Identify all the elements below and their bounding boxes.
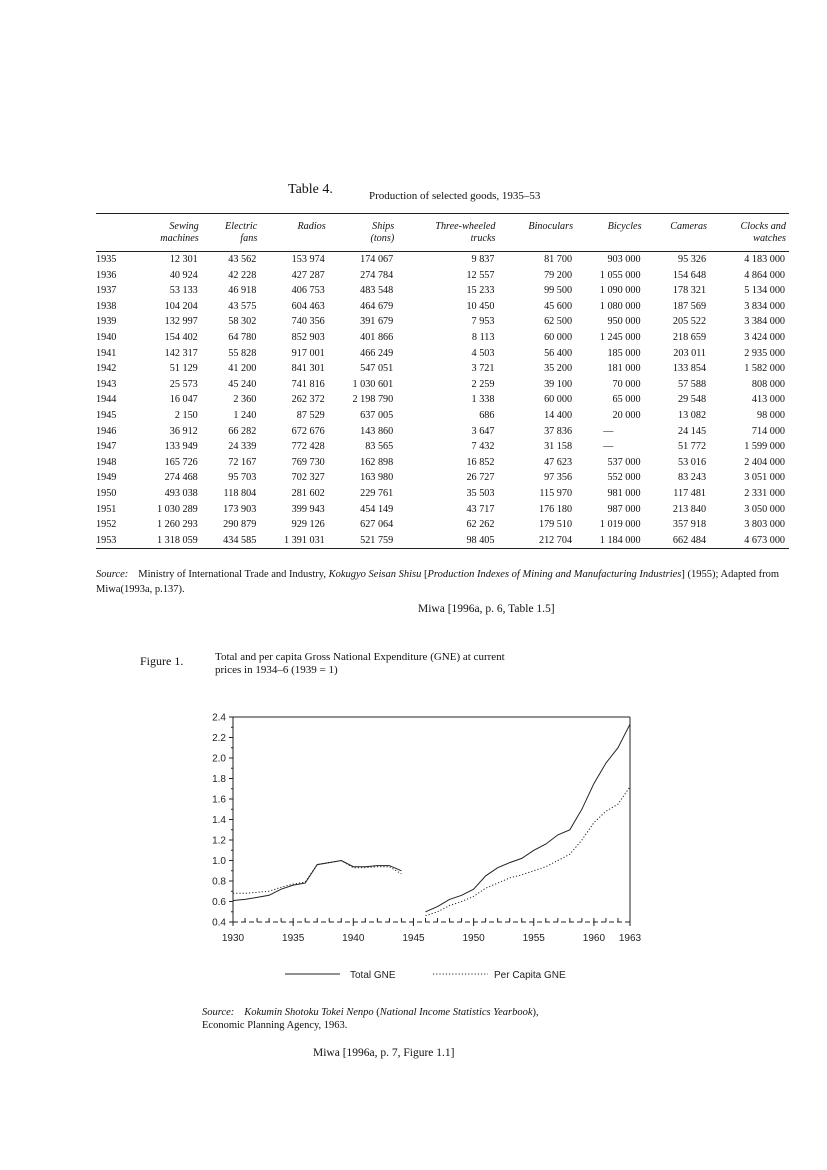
table-cell: 55 828: [228, 347, 257, 359]
figure-caption-line1: Total and per capita Gross National Expenditure (GNE) at current: [215, 651, 505, 663]
y-tick-label: 0.6: [212, 897, 226, 908]
row-year: 1947: [96, 441, 117, 453]
column-header: [260, 214, 328, 252]
table-cell: 2 360: [233, 394, 257, 406]
table-cell: 740 356: [291, 316, 325, 328]
table-cell: 229 761: [360, 487, 394, 499]
row-year: 1938: [96, 300, 117, 312]
table-cell: 702 327: [291, 472, 325, 484]
table-row: [96, 283, 789, 299]
table-cell: 4 183 000: [744, 254, 785, 265]
table-cell: 537 000: [607, 456, 641, 468]
table-cell: 3 647: [471, 425, 495, 437]
table-cell: 4 864 000: [744, 269, 785, 281]
table-cell: 2 404 000: [744, 456, 785, 468]
table-cell: 98 000: [756, 409, 785, 421]
table-cell: 39 100: [544, 378, 573, 390]
table-cell: 163 980: [360, 472, 394, 484]
legend-percapita-label: Per Capita GNE: [494, 970, 566, 981]
table-cell: 51 772: [678, 441, 707, 453]
table-cell: 16 047: [169, 394, 198, 406]
table-cell: 929 126: [291, 519, 325, 531]
table-cell: 1 318 059: [133, 533, 201, 549]
table-cell: 47 623: [544, 456, 573, 468]
table-cell: 142 317: [164, 347, 198, 359]
table-cell: 7 953: [471, 316, 495, 328]
table-cell: 1 260 293: [157, 519, 198, 531]
table-cell: 118 804: [223, 487, 257, 499]
table-cell: 174 067: [360, 254, 394, 265]
table-cell: 2 259: [471, 378, 495, 390]
table-cell: 987 000: [607, 503, 641, 515]
table-cell: 24 339: [228, 441, 257, 453]
row-year: 1946: [96, 425, 117, 437]
table-cell: 391 679: [360, 316, 394, 328]
table-cell: 808 000: [751, 378, 785, 390]
table-row: [96, 533, 789, 549]
table-cell: 212 704: [498, 533, 576, 549]
table-row: [96, 268, 789, 284]
table-source-end: ] (1955); Adapted from Miwa(1993a, p.137).: [96, 569, 780, 595]
table-cell: 1 184 000: [576, 533, 644, 549]
table-cell: 97 356: [544, 472, 573, 484]
series-line-total-gne: [233, 861, 401, 901]
table-cell: 401 866: [360, 331, 394, 343]
header-year: [96, 214, 133, 252]
table-cell: 25 573: [169, 378, 198, 390]
table-cell: 53 016: [678, 456, 707, 468]
x-tick-label: 1955: [522, 933, 545, 944]
table-cell: 203 011: [673, 347, 707, 359]
table-row: [96, 502, 789, 518]
column-header: [397, 214, 498, 252]
table-cell: 662 484: [645, 533, 710, 549]
y-tick-label: 2.0: [212, 753, 226, 765]
table-cell: 143 860: [360, 425, 394, 437]
table-cell: 15 233: [466, 285, 495, 297]
table-cell: 1 030 289: [157, 503, 198, 515]
table-cell: 72 167: [228, 456, 257, 468]
table-cell: 12 301: [169, 254, 198, 265]
table-cell: 357 918: [672, 519, 707, 531]
y-tick-label: 0.8: [212, 876, 226, 888]
gne-line-chart: [190, 705, 660, 990]
table-cell: 45 600: [544, 300, 573, 312]
table-cell: 3 803 000: [744, 519, 785, 531]
table-cell: 262 372: [291, 394, 325, 406]
y-tick-label: 2.2: [212, 733, 226, 744]
table-cell: 64 780: [228, 331, 257, 343]
table-cell: 1 391 031: [260, 533, 328, 549]
row-year: 1943: [96, 378, 117, 390]
table-cell: 12 557: [466, 269, 495, 281]
table-cell: 79 200: [544, 269, 573, 281]
row-year: 1940: [96, 331, 117, 343]
y-tick-label: 1.6: [212, 794, 226, 806]
table-cell: 57 588: [678, 378, 707, 390]
table-cell: 81 700: [544, 254, 573, 265]
column-header-line2: trucks: [470, 233, 496, 244]
table-source-translation: Production Indexes of Mining and Manufacturing Industries: [427, 569, 682, 580]
table-cell: 154 648: [672, 269, 707, 281]
table-row: [96, 455, 789, 471]
table-cell: 95 703: [228, 472, 257, 484]
table-cell: 24 145: [678, 425, 707, 437]
column-header-line1: Cameras: [670, 221, 708, 232]
table-cell: 464 679: [360, 300, 394, 312]
table-cell: 1 338: [471, 394, 495, 406]
table-row: [96, 439, 789, 455]
table-cell: 56 400: [544, 347, 573, 359]
table-cell: 66 282: [228, 425, 257, 437]
table-cell: 153 974: [291, 254, 325, 265]
figure-source-translation: National Income Statistics Yearbook: [379, 1007, 533, 1018]
row-year: 1951: [96, 503, 117, 515]
row-year: 1944: [96, 394, 117, 406]
table-cell: 274 468: [164, 472, 198, 484]
table-cell: 637 005: [360, 409, 394, 421]
table-cell: 99 500: [544, 285, 573, 297]
table-cell: 178 321: [672, 285, 707, 297]
table-cell: 917 001: [291, 347, 325, 359]
column-header-line2: (tons): [370, 233, 395, 244]
column-header: [202, 214, 261, 252]
table-cell: 290 879: [223, 519, 257, 531]
column-header-line2: machines: [160, 233, 199, 244]
series-line-total-gne: [426, 724, 631, 912]
production-table: [96, 213, 789, 549]
column-header: [498, 214, 576, 252]
table-source-text: Ministry of International Trade and Industry,: [138, 569, 329, 580]
table-cell: 181 000: [607, 363, 641, 375]
row-year: 1942: [96, 363, 117, 375]
table-cell: 98 405: [397, 533, 498, 549]
column-header-line1: Ships: [372, 221, 395, 232]
table-cell: 1 019 000: [599, 519, 641, 531]
table-cell: 83 243: [678, 472, 707, 484]
table-cell: 274 784: [360, 269, 394, 281]
row-year: 1941: [96, 347, 117, 359]
figure-source-note: [202, 1006, 652, 1032]
row-year: 1949: [96, 472, 117, 484]
table-cell: 58 302: [228, 316, 257, 328]
table-cell: 1 599 000: [744, 441, 785, 453]
y-tick-label: 1.2: [212, 835, 226, 847]
y-tick-label: 1.0: [212, 856, 226, 867]
table-row: [96, 314, 789, 330]
table-cell: 37 836: [544, 425, 573, 437]
table-cell: 841 301: [291, 363, 325, 375]
figure-source-label: Source:: [202, 1007, 235, 1018]
column-header-line2: fans: [240, 233, 258, 244]
figure-source-title: Kokumin Shotoku Tokei Nenpo: [244, 1007, 374, 1018]
table-cell: 2 150: [174, 409, 198, 421]
x-tick-label: 1945: [402, 933, 425, 944]
table-cell: 714 000: [751, 425, 785, 437]
table-cell: 8 113: [471, 331, 495, 343]
row-year: 1953: [96, 533, 133, 549]
figure-label: Figure 1.: [140, 654, 184, 668]
table-row: [96, 470, 789, 486]
table-cell: 46 918: [228, 285, 257, 297]
table-cell: 35 503: [466, 487, 495, 499]
column-header: [133, 214, 201, 252]
table-cell: 1 080 000: [599, 300, 641, 312]
table-cell: 547 051: [360, 363, 394, 375]
table-subtitle: Production of selected goods, 1935–53: [369, 190, 541, 202]
column-header-line1: Electric: [225, 221, 258, 232]
column-header-line1: Three-wheeled: [435, 221, 496, 232]
x-tick-label: 1960: [582, 933, 606, 944]
table-cell: 42 228: [228, 269, 257, 281]
table-cell: 483 548: [360, 285, 394, 297]
row-year: 1935: [96, 254, 117, 265]
table-cell: —: [603, 425, 614, 437]
table-cell: 13 082: [678, 409, 707, 421]
table-cell: 741 816: [291, 378, 325, 390]
table-cell: 43 575: [228, 300, 257, 312]
table-cell: 1 582 000: [744, 363, 785, 375]
table-cell: 1 245 000: [599, 331, 641, 343]
table-cell: 672 676: [291, 425, 325, 437]
table-source-note: [96, 567, 790, 597]
table-row: [96, 330, 789, 346]
table-cell: 981 000: [607, 487, 641, 499]
table-cell: 406 753: [291, 285, 325, 297]
figure-source-publisher: Economic Planning Agency, 1963.: [202, 1020, 348, 1031]
table-cell: 176 180: [538, 503, 573, 515]
column-header: [645, 214, 710, 252]
table-cell: 3 051 000: [744, 472, 785, 484]
table-cell: 20 000: [612, 409, 641, 421]
y-tick-label: 1.8: [212, 774, 226, 785]
table-cell: 117 481: [673, 487, 707, 499]
production-table-header: [96, 214, 789, 252]
row-year: 1948: [96, 456, 117, 468]
table-cell: 950 000: [607, 316, 641, 328]
table-cell: 1 030 601: [352, 378, 394, 390]
table-cell: 5 134 000: [744, 285, 785, 297]
table-citation: Miwa [1996a, p. 6, Table 1.5]: [418, 603, 555, 615]
column-header-line1: Bicycles: [607, 221, 642, 232]
table-cell: 26 727: [466, 472, 495, 484]
table-cell: 162 898: [360, 456, 394, 468]
column-header: [329, 214, 397, 252]
table-row: [96, 346, 789, 362]
table-cell: 434 585: [202, 533, 261, 549]
column-header: [710, 214, 789, 252]
table-cell: 70 000: [612, 378, 641, 390]
table-cell: 115 970: [539, 487, 573, 499]
table-cell: 53 133: [169, 285, 198, 297]
table-row: [96, 299, 789, 315]
column-header-line1: Clocks and: [740, 221, 786, 232]
table-cell: 36 912: [169, 425, 198, 437]
x-tick-label: 1963: [618, 933, 642, 944]
table-cell: 132 997: [164, 316, 198, 328]
table-cell: 213 840: [672, 503, 707, 515]
table-cell: 187 569: [672, 300, 707, 312]
table-row: [96, 361, 789, 377]
table-cell: 2 198 790: [352, 394, 394, 406]
table-cell: 604 463: [291, 300, 325, 312]
table-cell: 9 837: [471, 254, 495, 265]
table-cell: 65 000: [612, 394, 641, 406]
table-cell: 62 500: [544, 316, 573, 328]
table-row: [96, 252, 789, 268]
table-cell: 3 384 000: [744, 316, 785, 328]
column-header-line1: Sewing: [169, 221, 199, 232]
table-cell: 1 240: [233, 409, 257, 421]
table-cell: 686: [479, 409, 495, 421]
table-cell: 51 129: [169, 363, 198, 375]
table-cell: 493 038: [164, 487, 198, 499]
table-row: [96, 377, 789, 393]
figure-source-paren-close: ),: [532, 1007, 539, 1018]
table-cell: 104 204: [164, 300, 198, 312]
table-cell: 154 402: [164, 331, 198, 343]
table-cell: 903 000: [607, 254, 641, 265]
table-cell: 454 149: [360, 503, 394, 515]
figure-citation: Miwa [1996a, p. 7, Figure 1.1]: [313, 1047, 455, 1059]
table-row: [96, 408, 789, 424]
table-cell: 60 000: [544, 394, 573, 406]
row-year: 1939: [96, 316, 117, 328]
table-cell: 14 400: [544, 409, 573, 421]
table-cell: 427 287: [291, 269, 325, 281]
table-cell: 7 432: [471, 441, 495, 453]
table-cell: 95 326: [678, 254, 707, 265]
column-header-line2: watches: [753, 233, 786, 244]
table-cell: 399 943: [291, 503, 325, 515]
row-year: 1937: [96, 285, 117, 297]
column-header-line1: Binoculars: [528, 221, 574, 232]
table-cell: 165 726: [164, 456, 198, 468]
figure-source-paren-open: (: [373, 1007, 380, 1018]
y-tick-label: 2.4: [212, 712, 226, 724]
table-source-title: Kokugyo Seisan Shisu: [328, 569, 422, 580]
table-cell: 179 510: [538, 519, 573, 531]
table-cell: 83 565: [365, 441, 394, 453]
table-cell: 40 924: [169, 269, 198, 281]
table-cell: 62 262: [466, 519, 495, 531]
figure-caption-line2: prices in 1934–6 (1939 = 1): [215, 664, 338, 676]
column-header-line1: Radios: [297, 221, 326, 232]
table-cell: 31 158: [544, 441, 573, 453]
table-cell: 852 903: [291, 331, 325, 343]
table-cell: 133 854: [672, 363, 707, 375]
table-cell: 173 903: [223, 503, 257, 515]
x-tick-label: 1930: [221, 933, 245, 944]
y-tick-label: 1.4: [212, 815, 226, 826]
legend-total-label: Total GNE: [350, 970, 396, 981]
table-cell: 35 200: [544, 363, 573, 375]
table-cell: 43 562: [228, 254, 257, 265]
table-source-label: Source:: [96, 569, 129, 580]
table-cell: 4 503: [471, 347, 495, 359]
production-table-body: [96, 252, 789, 549]
table-cell: 521 759: [329, 533, 397, 549]
table-title: Table 4.: [288, 182, 333, 197]
table-cell: 16 852: [466, 456, 495, 468]
table-row: [96, 486, 789, 502]
table-cell: 41 200: [228, 363, 257, 375]
table-cell: 60 000: [544, 331, 573, 343]
table-cell: 1 055 000: [599, 269, 641, 281]
table-cell: 466 249: [360, 347, 394, 359]
table-cell: 3 721: [471, 363, 495, 375]
y-tick-label: 0.4: [212, 917, 226, 929]
table-row: [96, 424, 789, 440]
table-cell: 29 548: [678, 394, 707, 406]
row-year: 1945: [96, 409, 117, 421]
table-source-bracket: [: [421, 569, 428, 580]
table-cell: 3 424 000: [744, 331, 785, 343]
figure-caption: [215, 651, 595, 677]
column-header: [576, 214, 644, 252]
table-cell: 45 240: [228, 378, 257, 390]
table-cell: 3 834 000: [744, 300, 785, 312]
row-year: 1950: [96, 487, 117, 499]
table-cell: 281 602: [291, 487, 325, 499]
table-cell: 3 050 000: [744, 503, 785, 515]
table-cell: 87 529: [296, 409, 325, 421]
table-cell: 205 522: [672, 316, 707, 328]
x-tick-label: 1950: [462, 933, 485, 944]
x-tick-label: 1935: [282, 933, 305, 944]
table-cell: 133 949: [164, 441, 198, 453]
row-year: 1936: [96, 269, 117, 281]
table-cell: 1 090 000: [599, 285, 641, 297]
table-cell: 772 428: [291, 441, 325, 453]
table-cell: —: [603, 441, 614, 453]
table-row: [96, 392, 789, 408]
table-cell: 4 673 000: [710, 533, 789, 549]
table-cell: 2 331 000: [744, 487, 785, 499]
table-cell: 43 717: [466, 503, 495, 515]
table-cell: 413 000: [751, 394, 785, 406]
table-cell: 2 935 000: [744, 347, 785, 359]
table-cell: 769 730: [291, 456, 325, 468]
table-row: [96, 517, 789, 533]
series-line-per-capita-gne: [426, 787, 631, 916]
table-cell: 552 000: [607, 472, 641, 484]
x-tick-label: 1940: [342, 933, 365, 944]
table-cell: 185 000: [607, 347, 641, 359]
table-cell: 10 450: [466, 300, 495, 312]
table-cell: 627 064: [360, 519, 394, 531]
table-cell: 218 659: [672, 331, 707, 343]
row-year: 1952: [96, 519, 117, 531]
